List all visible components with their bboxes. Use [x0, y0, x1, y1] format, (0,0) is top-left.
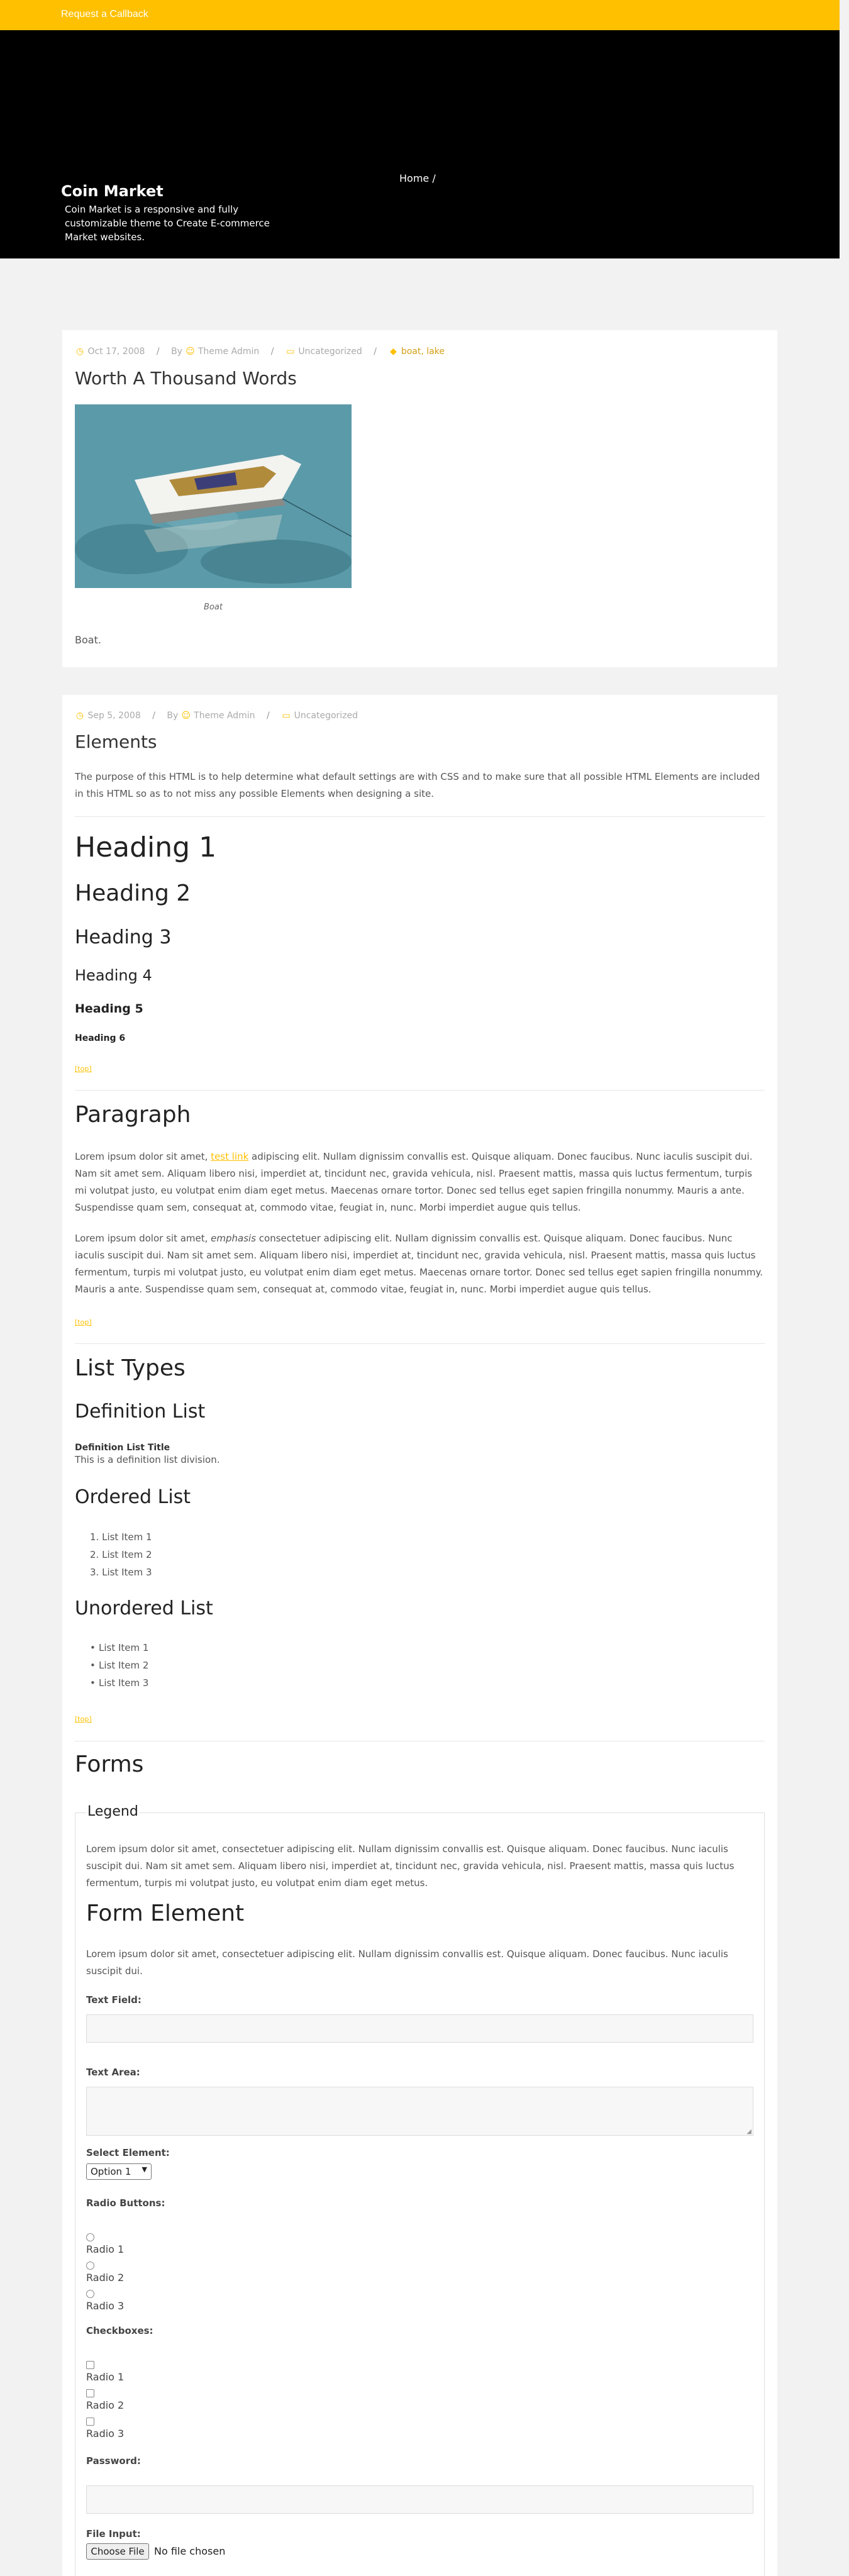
- intro-text: The purpose of this HTML is to help determine what default settings are with CSS and to make sure that all possible HTML Elements are included in this HTML so as to not miss any possible Elements when designing a site.: [75, 771, 760, 799]
- divider: [75, 816, 765, 817]
- heading-6: Heading 6: [75, 1033, 126, 1043]
- para-text: adipiscing elit. Nullam dignissim convallis est. Quisque aliquam. Donec faucibus. Nunc iaculis suscipit dui. Nam sit amet sem. Aliquam libero nisi, imperdiet at, tincidunt nec, gravida vehicula, nisl. Praesent mattis, massa quis luctus fermentum, turpis mi volutpat justo, eu volutpat enim diam eget metus. Maecenas ornare tortor. Donec sed tellus eget sapien fringilla nonummy. Mauris a ante. Suspendisse quam sem, consequat at, commodo vitae, feugiat in, nunc. Morbi imperdiet augue quis tellus.: [75, 1151, 753, 1213]
- ordered-list: [90, 1528, 152, 1581]
- password-input[interactable]: [86, 2485, 753, 2514]
- post-title[interactable]: Elements: [75, 731, 157, 752]
- top-bar: [0, 0, 840, 30]
- heading-5: Heading 5: [75, 1002, 143, 1016]
- para-text: consectetuer adipiscing elit. Nullam dignissim convallis est. Quisque aliquam. Donec faucibus. Nunc iaculis suscipit dui. Nam sit amet sem. Aliquam libero nisi, imperdiet at, tincidunt nec, gravida vehicula, nisl. Praesent mattis, massa quis luctus fermentum, turpis mi volutpat justo, eu volutpat enim diam eget metus. Maecenas ornare tortor. Donec sed tellus eget sapien fringilla nonummy. Mauris a ante. Suspendisse quam sem, consequat at, commodo vitae, feugiat in, nunc. Morbi imperdiet augue quis tellus.: [75, 1233, 763, 1295]
- definition-list-heading: Definition List: [75, 1401, 206, 1423]
- main-nav: [399, 172, 436, 184]
- radio-3[interactable]: [86, 2290, 94, 2298]
- radio-2-label: Radio 2: [86, 2272, 125, 2284]
- checkbox-3-label: Radio 3: [86, 2428, 125, 2440]
- by-label: By: [171, 347, 182, 357]
- top-link[interactable]: [top]: [75, 1715, 92, 1723]
- definition-description: This is a definition list division.: [75, 1454, 220, 1465]
- forms-heading: Forms: [75, 1752, 144, 1777]
- checkbox-2[interactable]: [86, 2389, 94, 2397]
- radio-2[interactable]: [86, 2262, 94, 2270]
- nav-separator: /: [432, 172, 436, 184]
- radio-1[interactable]: [86, 2233, 94, 2241]
- text-field-input[interactable]: [86, 2014, 753, 2043]
- request-callback-link[interactable]: Request a Callback: [61, 9, 148, 19]
- user-icon: ☺: [186, 347, 195, 357]
- list-item: 1. List Item 1: [90, 1531, 152, 1543]
- unordered-list-heading: Unordered List: [75, 1597, 213, 1619]
- resize-handle-icon[interactable]: ◢: [746, 2128, 752, 2135]
- boat-image: [75, 404, 352, 588]
- heading-1: Heading 1: [75, 831, 217, 863]
- site-header: [0, 30, 840, 258]
- post-author[interactable]: Theme Admin: [194, 711, 255, 721]
- post-excerpt: Boat.: [75, 634, 101, 646]
- post-meta: ◷ Sep 5, 2008 / By ☺ Theme Admin / ▭ Uncategorized: [75, 711, 358, 721]
- post-date[interactable]: Oct 17, 2008: [87, 347, 145, 357]
- choose-file-button[interactable]: Choose File: [86, 2543, 149, 2560]
- checkbox-3[interactable]: [86, 2418, 94, 2426]
- clock-icon: ◷: [75, 711, 84, 721]
- divider: [75, 1343, 765, 1344]
- checkbox-2-label: Radio 2: [86, 2399, 125, 2411]
- top-link[interactable]: [top]: [75, 1318, 92, 1326]
- nav-home-link[interactable]: Home: [399, 172, 430, 184]
- tag-icon: ◆: [390, 347, 397, 357]
- select-label: Select Element:: [86, 2147, 170, 2158]
- post-category[interactable]: Uncategorized: [298, 347, 362, 357]
- user-icon: ☺: [181, 711, 191, 721]
- radio-3-label: Radio 3: [86, 2300, 125, 2312]
- ordered-list-heading: Ordered List: [75, 1486, 191, 1508]
- paragraph-heading: Paragraph: [75, 1102, 191, 1128]
- post-category[interactable]: Uncategorized: [294, 711, 358, 721]
- text-field-label: Text Field:: [86, 1994, 142, 2006]
- emphasis-text: emphasis: [211, 1233, 257, 1244]
- file-input-label: File Input:: [86, 2528, 141, 2540]
- post-author[interactable]: Theme Admin: [197, 347, 260, 357]
- para-text: Lorem ipsum dolor sit amet,: [75, 1233, 211, 1244]
- checkboxes-label: Checkboxes:: [86, 2325, 153, 2336]
- site-description: Coin Market is a responsive and fully customizable theme to Create E-commerce Market websites.: [65, 204, 270, 243]
- radio-1-label: Radio 1: [86, 2243, 125, 2255]
- select-value: Option 1: [91, 2166, 131, 2177]
- unordered-list: [90, 1639, 148, 1692]
- paragraph-1: [75, 1148, 765, 1216]
- folder-icon: ▭: [286, 347, 295, 357]
- checkbox-1[interactable]: [86, 2361, 94, 2369]
- form-element-heading: Form Element: [86, 1901, 245, 1926]
- text-area-label: Text Area:: [86, 2067, 140, 2078]
- post-title[interactable]: Worth A Thousand Words: [75, 368, 297, 389]
- form-intro-text: Lorem ipsum dolor sit amet, consectetuer adipiscing elit. Nullam dignissim convallis est. Quisque aliquam. Donec faucibus. Nunc iaculis suscipit dui.: [86, 1948, 728, 1977]
- list-types-heading: List Types: [75, 1355, 186, 1381]
- fieldset-legend: Legend: [87, 1804, 138, 1819]
- chevron-down-icon: ▼: [142, 2165, 147, 2174]
- by-label: By: [167, 711, 179, 721]
- list-item: • List Item 3: [90, 1674, 148, 1692]
- folder-icon: ▭: [282, 711, 291, 721]
- para-text: Lorem ipsum dolor sit amet,: [75, 1151, 211, 1162]
- post-date[interactable]: Sep 5, 2008: [87, 711, 141, 721]
- file-status: No file chosen: [154, 2545, 226, 2557]
- text-area-input[interactable]: [86, 2087, 753, 2136]
- test-link[interactable]: test link: [211, 1151, 249, 1162]
- radio-buttons-label: Radio Buttons:: [86, 2197, 165, 2209]
- select-dropdown[interactable]: [86, 2163, 152, 2180]
- list-item: • List Item 2: [90, 1657, 148, 1674]
- heading-2: Heading 2: [75, 880, 191, 906]
- legend-text: Lorem ipsum dolor sit amet, consectetuer adipiscing elit. Nullam dignissim convallis est. Quisque aliquam. Donec faucibus. Nunc iaculis suscipit dui. Nam sit amet sem. Aliquam libero nisi, imperdiet at, tincidunt nec, gravida vehicula, nisl. Praesent mattis, massa quis luctus fermentum, turpis mi volutpat justo, eu volutpat enim diam eget metus.: [86, 1843, 735, 1889]
- top-link[interactable]: [top]: [75, 1065, 92, 1073]
- password-label: Password:: [86, 2455, 141, 2467]
- list-item: 2. List Item 2: [90, 1549, 152, 1560]
- divider: [75, 1090, 765, 1091]
- site-title[interactable]: Coin Market: [61, 182, 164, 200]
- heading-3: Heading 3: [75, 926, 172, 948]
- post-meta: ◷ Oct 17, 2008 / By ☺ Theme Admin / ▭ Uncategorized / ◆ boat, lake: [75, 347, 445, 357]
- post-tags[interactable]: boat, lake: [401, 347, 445, 357]
- heading-4: Heading 4: [75, 967, 152, 984]
- list-item: 3. List Item 3: [90, 1567, 152, 1578]
- list-item: • List Item 1: [90, 1639, 148, 1657]
- paragraph-2: [75, 1230, 765, 1298]
- definition-title: Definition List Title: [75, 1443, 170, 1453]
- clock-icon: ◷: [75, 347, 84, 357]
- image-caption: Boat: [204, 602, 223, 612]
- checkbox-1-label: Radio 1: [86, 2371, 125, 2383]
- fieldset: [75, 1813, 765, 2576]
